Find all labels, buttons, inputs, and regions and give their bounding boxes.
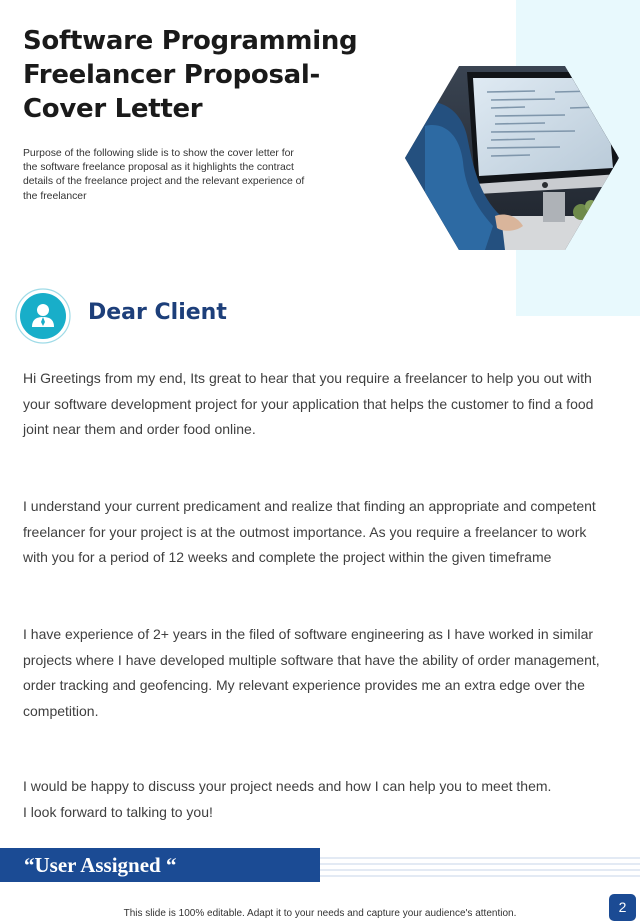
closing-line: I look forward to talking to you! <box>23 803 213 820</box>
developer-at-computer-photo <box>405 66 619 250</box>
closing-line: I would be happy to discuss your project needs and how I can help you to meet them. <box>23 778 552 794</box>
page-subtitle: Purpose of the following slide is to show the cover letter for the software freelance proposal as it highlights the contract details of the freelance project and the relevant experience of the freelancer <box>23 148 305 202</box>
paragraph-experience: I have experience of 2+ years in the filed of software engineering as I have worked in similar projects where I have developed multiple software that have the ability of order management, order tracking and geofencing. My relevant experience provides me an extra edge over the competition. <box>23 626 600 719</box>
paragraph-requirement: I understand your current predicament and realize that finding an appropriate and competent freelancer for your project is at the outmost importance. As you require a freelancer to work with you for a period of 12 weeks and complete the project within the given timeframe <box>23 498 596 565</box>
paragraph-greeting: Hi Greetings from my end, Its great to hear that you require a freelancer to help you out with your software development project for your application that helps the customer to find a food joint near them and order food online. <box>23 370 594 437</box>
user-icon <box>15 288 71 344</box>
page-number: 2 <box>609 894 636 921</box>
closing-block <box>23 774 611 825</box>
footer-note: This slide is 100% editable. Adapt it to your needs and capture your audience's attention. <box>123 908 517 919</box>
greeting-heading: Dear Client <box>88 300 227 325</box>
signature-name: “User Assigned “ <box>24 853 177 877</box>
client-badge <box>15 288 71 344</box>
page-title: Software Programming Freelancer Proposal- Cover Letter <box>23 26 358 124</box>
hero-image <box>405 66 619 250</box>
decorative-lines <box>320 856 640 878</box>
